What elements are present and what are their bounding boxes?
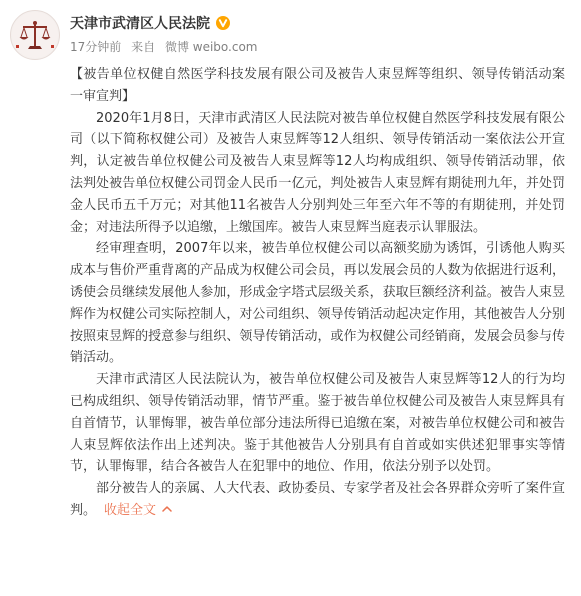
collapse-label: 收起全文 (104, 502, 157, 518)
court-scales-emblem-icon (11, 11, 59, 59)
post-paragraph: 天津市武清区人民法院认为，被告单位权健公司及被告人束昱辉等12人的行为均已构成组织、领导传销活动罪，情节严重。鉴于被告单位权健公司及被告人束昱辉具有自首情节，认罪悔罪，被告单位部分违法所得已追缴在案，对被告单位权健公司和被告人束昱辉依法作出上述判决。鉴于其他被告人分别具有自首或如实供述犯罪事实等情节，认罪悔罪，结合各被告人在犯罪中的地位、作用，依法分别予以处罚。 (70, 372, 565, 475)
post-timestamp[interactable]: 17分钟前 (70, 40, 122, 54)
post-paragraph: 2020年1月8日，天津市武清区人民法院对被告单位权健自然医学科技发展有限公司（以下简称权健公司）及被告人束昱辉等12人组织、领导传销活动一案依法公开宣判，认定被告单位权健公司及被告人束昱辉等12人均构成组织、领导传销活动罪，依法判处被告单位权健公司罚金人民币一亿元，判处被告人束昱辉有期徒刑九年，并处罚金人民币五千万元；对其他11名被告人分别判处三年至六年不等的有期徒刑，并处罚金；对违法所得予以追缴，上缴国库。被告人束昱辉当庭表示认罪服法。 (70, 110, 565, 235)
post-paragraph: 经审理查明，2007年以来，被告单位权健公司以高额奖励为诱饵，引诱他人购买成本与售价严重背离的产品成为权健公司会员，再以发展会员的人数为依据进行返利，诱使会员继续发展他人参加，形成金字塔式层级关系，获取巨额经济利益。被告人束昱辉作为权健公司实际控制人，对公司组织、领导传销活动起决定作用，其他被告人分别按照束昱辉的授意参与组织、领导传销活动，或作为权健公司经销商，发展会员参与传销活动。 (70, 241, 565, 366)
source-prefix: 来自 (131, 40, 156, 54)
post-paragraph-last (70, 478, 565, 522)
post-title-line: 【被告单位权健自然医学科技发展有限公司及被告人束昱辉等组织、领导传销活动案 一审宣判】 (70, 67, 565, 104)
post-content (70, 64, 565, 522)
name-row (70, 12, 571, 34)
post-meta (70, 38, 571, 54)
post-paragraph-text: 部分被告人的亲属、人大代表、政协委员、专家学者及社会各界群众旁听了案件宣判。 (70, 481, 565, 518)
source-app-link[interactable]: 微博 weibo.com (164, 40, 258, 54)
avatar[interactable] (10, 10, 60, 60)
poster-name[interactable]: 天津市武清区人民法院 (70, 16, 210, 32)
collapse-full-text-link[interactable] (104, 503, 173, 518)
post-header (70, 12, 571, 54)
chevron-up-icon (161, 503, 173, 515)
verified-badge-icon (215, 15, 231, 31)
